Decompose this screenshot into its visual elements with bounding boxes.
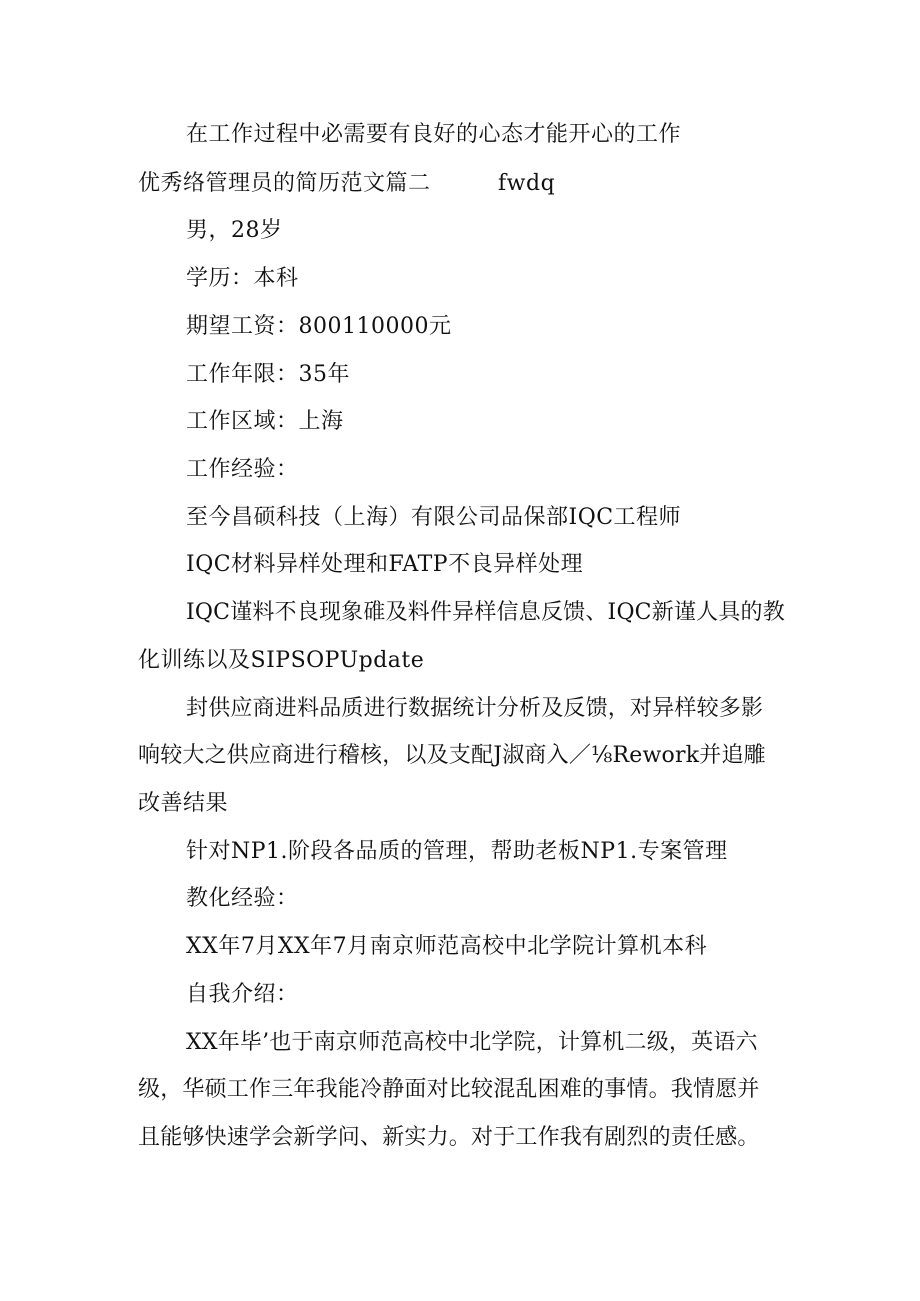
text-line: 在工作过程中必需要有良好的心态才能开心的工作 bbox=[186, 122, 682, 147]
text-line: IQC谨料不良现象碓及料件异样信息反馈、IQC新谨人具的教 bbox=[186, 600, 785, 625]
section-title-suffix: fwdq bbox=[498, 171, 556, 196]
text-line: 化训练以及SIPSOPUpdate bbox=[138, 648, 425, 673]
section-title-text: 优秀络管理员的简历范文篇二 bbox=[138, 171, 431, 196]
text-line: 针对NP1.阶段各品质的管理，帮助老板NP1.专案管理 bbox=[186, 839, 728, 864]
section-title bbox=[138, 169, 555, 199]
text-line: XX年7月XX年7月南京师范高校中北学院计算机本科 bbox=[186, 934, 708, 959]
text-line: 教化经验： bbox=[186, 886, 299, 911]
text-line: 响较大之供应商进行稽核，以及支配J淑商入／⅛Rework并追雕 bbox=[138, 743, 766, 768]
text-line: XX年毕’也于南京师范高校中北学院，计算机二级，英语六 bbox=[186, 1030, 758, 1055]
text-line: 自我介绍： bbox=[186, 982, 299, 1007]
text-line: 期望工资：800110000元 bbox=[186, 314, 452, 339]
text-line: 改善结果 bbox=[138, 791, 229, 816]
text-line: IQC材料异样处理和FATP不良异样处理 bbox=[186, 552, 584, 577]
text-line: 男，28岁 bbox=[186, 218, 283, 243]
text-line: 工作年限：35年 bbox=[186, 362, 350, 387]
text-line: 工作经验： bbox=[186, 457, 299, 482]
text-line: 且能够快速学会新学问、新实力。对于工作我有剧烈的责任感。 bbox=[138, 1125, 760, 1150]
text-line: 至今昌硕科技（上海）有限公司品保部IQC工程师 bbox=[186, 505, 682, 530]
text-line: 级，华硕工作三年我能冷静面对比较混乱困难的事情。我情愿并 bbox=[138, 1077, 760, 1102]
text-line: 学历：本科 bbox=[186, 266, 299, 291]
text-line: 工作区域：上海 bbox=[186, 409, 344, 434]
text-line: 封供应商进料品质进行数据统计分析及反馈，对异样较多影 bbox=[186, 696, 764, 721]
